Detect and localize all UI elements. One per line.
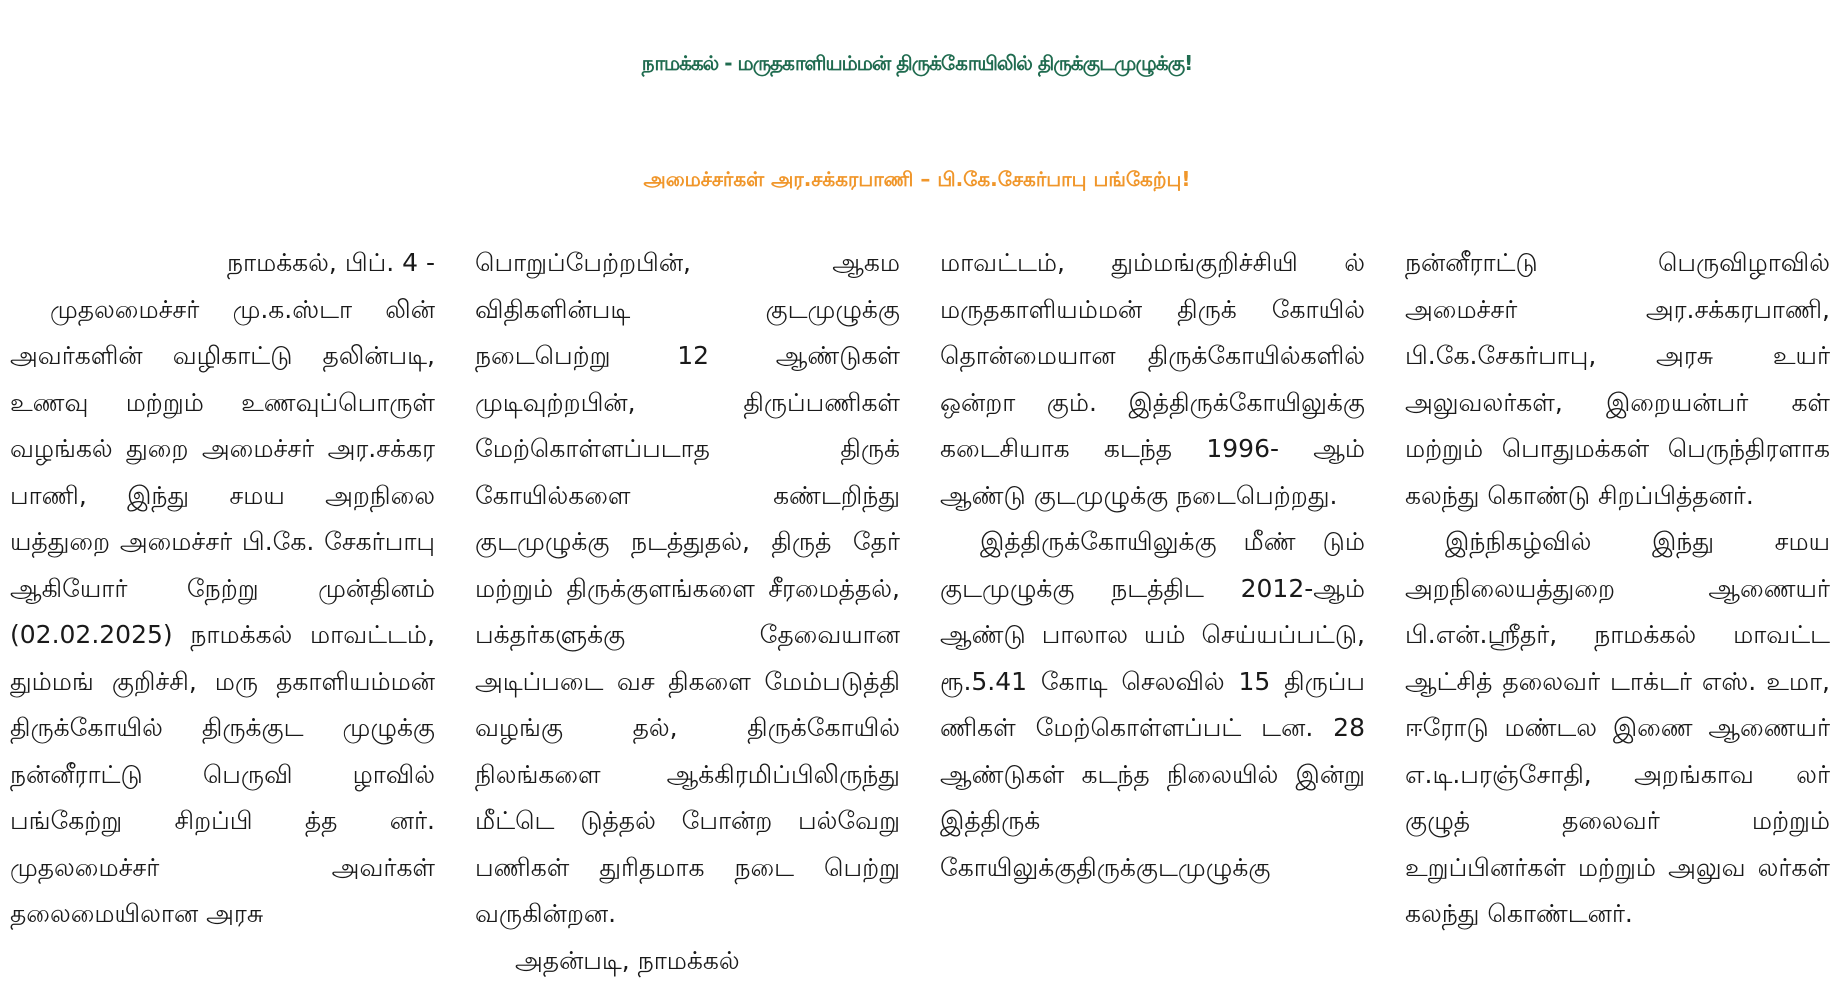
dateline: நாமக்கல், பிப். 4 - xyxy=(226,248,435,277)
article-column-1 xyxy=(10,240,435,985)
article-body xyxy=(10,240,1830,985)
article-column-2 xyxy=(475,240,900,985)
headline: நாமக்கல் - மருதகாளியம்மன் திருக்கோயிலில் திருக்குடமுழுக்கு! xyxy=(641,50,1193,75)
paragraph: முதலமைச்சர் மு.க.ஸ்டா லின் அவர்களின் வழிகாட்டு தலின்படி, உணவு மற்றும் உணவுப்பொருள் வழங்கல் துறை அமைச்சர் அர.சக்கர பாணி, இந்து சமய அறநிலை யத்துறை அமைச்சர் பி.கே. சேகர்பாபு ஆகியோர் நேற்று முன்தினம் (02.02.2025) நாமக்கல் மாவட்டம், தும்மங் குறிச்சி, மரு தகாளியம்மன் திருக்கோயில் திருக்குட முழுக்கு நன்னீராட்டு பெருவி ழாவில் பங்கேற்று சிறப்பி த்த னர். முதலமைச்சர் அவர்கள் தலைமையிலான அரசு xyxy=(10,294,435,928)
subheadline: அமைச்சர்கள் அர.சக்கரபாணி – பி.கே.சேகர்பாபு பங்கேற்பு! xyxy=(643,166,1191,191)
paragraph: இத்திருக்கோயிலுக்கு மீண் டும் குடமுழுக்கு நடத்திட 2012-ஆம் ஆண்டு பாலால யம் செய்யப்பட்டு, ரூ.5.41 கோடி செலவில் 15 திருப்ப ணிகள் மேற்கொள்ளப்பட் டன. 28 ஆண்டுகள் கடந்த நிலையில் இன்று இத்திருக் கோயிலுக்குதிருக்குடமுழுக்கு xyxy=(940,527,1365,882)
paragraph: மாவட்டம், தும்மங்குறிச்சியி ல் மருதகாளியம்மன் திருக் கோயில் தொன்மையான திருக்கோயில்களில் ஒன்றா கும். இத்திருக்கோயிலுக்கு கடைசியாக கடந்த 1996- ஆம் ஆண்டு குடமுழுக்கு நடைபெற்றது. xyxy=(940,248,1365,510)
paragraph: பொறுப்பேற்றபின், ஆகம விதிகளின்படி குடமுழுக்கு நடைபெற்று 12 ஆண்டுகள் முடிவுற்றபின், திருப்பணிகள் மேற்கொள்ளப்படாத திருக் கோயில்களை கண்டறிந்து குடமுழுக்கு நடத்துதல், திருத் தேர் மற்றும் திருக்குளங்களை சீரமைத்தல், பக்தர்களுக்கு தேவையான அடிப்படை வச திகளை மேம்படுத்தி வழங்கு தல், திருக்கோயில் நிலங்களை ஆக்கிரமிப்பிலிருந்து மீட்டெ டுத்தல் போன்ற பல்வேறு பணிகள் துரிதமாக நடை பெற்று வருகின்றன. xyxy=(475,248,900,928)
paragraph: இந்நிகழ்வில் இந்து சமய அறநிலையத்துறை ஆணையர் பி.என்.ஸ்ரீதர், நாமக்கல் மாவட்ட ஆட்சித் தலைவர் டாக்டர் எஸ். உமா, ஈரோடு மண்டல இணை ஆணையர் எ.டி.பரஞ்சோதி, அறங்காவ லர் குழுத் தலைவர் மற்றும் உறுப்பினர்கள் மற்றும் அலுவ லர்கள் கலந்து கொண்டனர். xyxy=(1405,527,1830,928)
article-column-4 xyxy=(1405,240,1830,985)
article-column-3 xyxy=(940,240,1365,985)
paragraph: நன்னீராட்டு பெருவிழாவில் அமைச்சர் அர.சக்கரபாணி, பி.கே.சேகர்பாபு, அரசு உயர் அலுவலர்கள், இறையன்பர் கள் மற்றும் பொதுமக்கள் பெருந்திரளாக கலந்து கொண்டு சிறப்பித்தனர். xyxy=(1405,248,1830,510)
paragraph: அதன்படி, நாமக்கல் xyxy=(515,945,740,975)
